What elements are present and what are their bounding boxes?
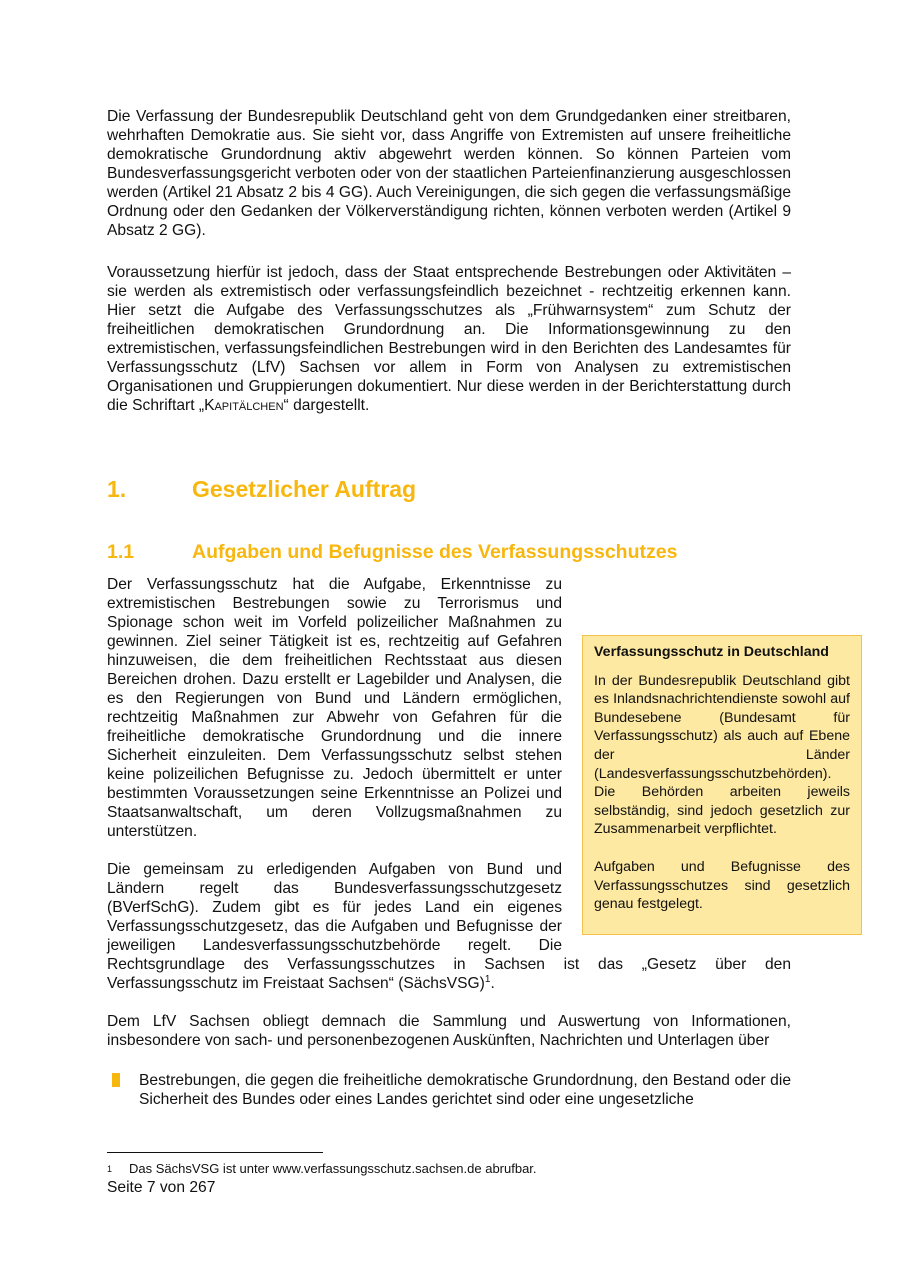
info-box-title: Verfassungsschutz in Deutschland — [594, 644, 829, 660]
section-1-number: 1. — [107, 476, 127, 502]
bullet-marker-icon — [112, 1073, 120, 1087]
page-number: Seite 7 von 267 — [107, 1179, 216, 1196]
section-1-1-heading — [107, 541, 677, 564]
footnote — [107, 1161, 537, 1177]
footnote-number: 1 — [107, 1164, 113, 1174]
section-1-heading — [107, 476, 416, 503]
body-paragraph-2-end: . — [490, 975, 495, 992]
section-1-1-number: 1.1 — [107, 541, 135, 563]
info-box-paragraph-2: Aufgaben und Befugnisse des Verfassungsschutzes sind gesetzlich genau festgelegt. — [594, 858, 850, 913]
section-1-title: Gesetzlicher Auftrag — [192, 476, 417, 502]
intro-paragraph-2-end: “ dargestellt. — [283, 397, 370, 414]
intro-paragraph-2-text: Voraussetzung hierfür ist jedoch, dass der Staat entsprechende Bestrebungen oder Aktivitäten – sie werden als extremistisch oder verfassungsfeindlich bezeichnet - rechtzeitig erkennen kann. Hier setzt die Aufgabe des Verfassungsschutzes als „Frühwarnsystem“ zum Schutz der freiheitlichen demokratischen Grundordnung an. Die Informationsgewinnung zu den extremistischen, verfassungsfeindlichen Bestrebungen wird in den Berichten des Landesamtes für Verfassungsschutz (LfV) Sachsen vor allem in Form von Analysen zu extremistischen Organisationen und Gruppierungen dokumentiert. Nur diese werden in der Berichterstattung durch die Schriftart „ — [107, 264, 791, 414]
info-box-paragraph-1: In der Bundesrepublik Deutschland gibt es Inlandsnachrichtendienste sowohl auf Bundesebene (Bundesamt für Verfassungsschutz) als auch auf Ebene der Länder (Landesverfassungsschutzbehörden). Die Behörden arbeiten jeweils selbständig, sind jedoch gesetzlich zur Zusammenarbeit verpflichtet. — [594, 672, 850, 838]
section-1-1-title: Aufgaben und Befugnisse des Verfassungsschutzes — [192, 541, 678, 563]
footnote-divider — [107, 1152, 323, 1153]
body-paragraph-2-text: Die gemeinsam zu erledigenden Aufgaben von Bund und Ländern regelt das Bundesverfassungsschutzgesetz (BVerfSchG). Zudem gibt es für jedes Land ein eigenes Verfassungsschutzgesetz, das die Aufgaben und Befugnisse der jeweiligen Landesverfassungsschutzbehörde regelt. Die Rechtsgrundlage des Verfassungsschutzes in Sachsen ist das „Gesetz über den Verfassungsschutz im Freistaat Sachsen“ (SächsVSG) — [107, 861, 791, 992]
info-box — [582, 635, 862, 935]
body-paragraph-1: Der Verfassungsschutz hat die Aufgabe, Erkenntnisse zu extremistischen Bestrebungen sowie zu Terrorismus und Spionage schon weit im Vorfeld polizeilicher Maßnahmen zu gewinnen. Ziel seiner Tätigkeit ist es, rechtzeitig auf Gefahren hinzuweisen, die dem freiheitlichen Rechtsstaat aus diesen Bereichen drohen. Dazu erstellt er Lagebilder und Analysen, die es den Regierungen von Bund und Ländern ermöglichen, rechtzeitig Maßnahmen zur Abwehr von Gefahren für die freiheitliche demokratische Grundordnung und die innere Sicherheit einzuleiten. Dem Verfassungsschutz selbst stehen keine polizeilichen Befugnisse zu. Jedoch übermittelt er unter bestimmten Voraussetzungen seine Erkenntnisse an Polizei und Staatsanwaltschaft, um deren Vollzugsmaßnahmen zu unterstützen. — [107, 576, 562, 840]
footnote-reference[interactable]: 1 — [484, 973, 491, 985]
body-paragraph-3: Dem LfV Sachsen obliegt demnach die Sammlung und Auswertung von Informationen, insbesondere von sach- und personenbezogenen Auskünften, Nachrichten und Unterlagen über — [107, 1013, 791, 1049]
section-body — [107, 575, 850, 1069]
bullet-item — [107, 1071, 791, 1109]
smallcaps-example: Kapitälchen — [204, 397, 284, 414]
bullet-text: Bestrebungen, die gegen die freiheitliche demokratische Grundordnung, den Bestand oder die Sicherheit des Bundes oder eines Landes gerichtet sind oder eine ungesetzliche — [139, 1072, 791, 1108]
footnote-text: Das SächsVSG ist unter www.verfassungsschutz.sachsen.de abrufbar. — [129, 1161, 537, 1176]
intro-paragraph-2 — [107, 263, 791, 415]
intro-paragraph-1: Die Verfassung der Bundesrepublik Deutschland geht von dem Grundgedanken einer streitbaren, wehrhaften Demokratie aus. Sie sieht vor, dass Angriffe von Extremisten auf unsere freiheitliche demokratische Grundordnung aktiv abgewehrt werden können. So können Parteien vom Bundesverfassungsgericht verboten oder von der staatlichen Parteienfinanzierung ausgeschlossen werden (Artikel 21 Absatz 2 bis 4 GG). Auch Vereinigungen, die sich gegen die verfassungsmäßige Ordnung oder den Gedanken der Völkerverständigung richten, können verboten werden (Artikel 9 Absatz 2 GG). — [107, 108, 791, 239]
